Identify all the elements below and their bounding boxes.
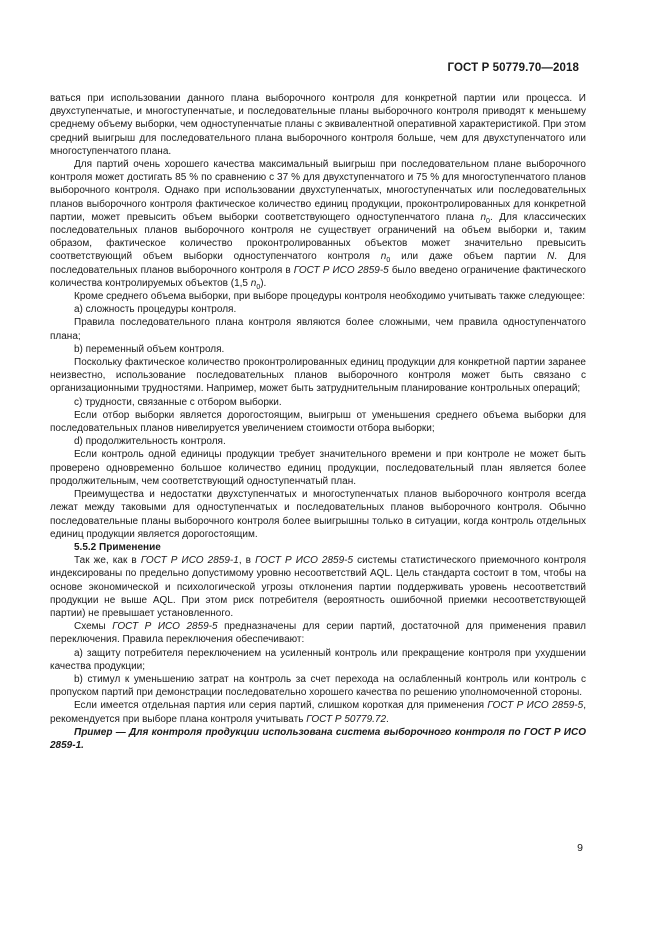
paragraph [50, 303, 586, 316]
section-heading [50, 541, 586, 554]
text-run: n [380, 251, 387, 263]
text-run: a) сложность процедуры контроля. [74, 304, 237, 316]
text-run: было введено ограничение фактического количества контролируемых объектов (1,5 [50, 264, 586, 289]
text-run: , рекомендуется при выборе плана контроля учитывать [50, 700, 586, 725]
text-run: ). [260, 277, 267, 289]
text-run: Если имеется отдельная партия или серия партий, слишком короткая для применения [74, 700, 488, 712]
text-run: . [386, 713, 389, 725]
text-run: Схемы [74, 621, 113, 633]
text-run: . Для последовательных планов выборочного контроля в [50, 251, 586, 276]
text-run: a) защиту потребителя переключением на усиленный контроль или прекращение контроля при ухудшении качества продукции; [50, 647, 586, 672]
paragraph [50, 343, 586, 356]
text-run: . Для классических последовательных планов выборочного контроля не существует ограничений на объем выборки и, таким образом, фактическое количество проконтролированных объектов может значительно превысить соответствующий объем выборки одноступенчатого контроля [50, 211, 586, 263]
paragraph [50, 673, 586, 699]
text-run: Правила последовательного плана контроля являются более сложными, чем правила одноступенчатого плана; [50, 317, 586, 342]
text-run: 5.5.2 Применение [74, 541, 161, 553]
text-run: ГОСТ Р ИСО 2859-5 [487, 700, 584, 712]
document-body [50, 92, 586, 752]
text-run: n [480, 211, 487, 223]
text-run: ГОСТ Р ИСО 2859-5 [255, 555, 354, 567]
text-run: Если контроль одной единицы продукции требует значительного времени и при контроле не может быть проверено одновременно большое количество единиц продукции, последовательный план является более продолжительным, чем соответствующий одноступенчатый план. [50, 449, 586, 487]
paragraph [50, 435, 586, 448]
text-run: 0 [256, 283, 261, 291]
text-run: d) продолжительность контроля. [74, 436, 226, 448]
text-run: Пример — Для контроля продукции использована система выборочного контроля по ГОСТ Р ИСО 2859-1. [50, 726, 586, 751]
text-run: N [547, 251, 555, 263]
text-run: Для партий очень хорошего качества максимальный выигрыш при последовательном плане выборочного контроля может достигать 85 % по сравнению с 37 % для двухступенчатого и 75 % для многоступенчатого планов выборочного контроля. Однако при использовании двухступенчатых, многоступенчатых или последовательных планов выборочного контроля фактическое количество единиц продукции, проконтролированных для конкретной партии, может превысить объем выборки соответствующего одноступенчатого плана [50, 159, 586, 223]
text-run: Поскольку фактическое количество проконтролированных единиц продукции для конкретной партии заранее неизвестно, использование последовательных планов выборочного контроля может быть связано с организационными трудностями. Например, может быть затруднительным планирование контрольных операций; [50, 357, 586, 395]
text-run: n [250, 277, 257, 289]
text-run: c) трудности, связанные с отбором выборки. [74, 396, 282, 408]
paragraph [50, 699, 586, 725]
text-run: 0 [486, 217, 490, 225]
text-run: ГОСТ Р ИСО 2859-5 [112, 621, 218, 633]
paragraph [50, 620, 586, 646]
paragraph [50, 158, 586, 290]
text-run: Так же, как в [74, 555, 141, 567]
text-run: предназначены для серии партий, достаточной для применения правил переключения. Правила переключения обеспечивают: [50, 621, 586, 646]
paragraph [50, 554, 586, 620]
paragraph [50, 488, 586, 541]
text-run: Кроме среднего объема выборки, при выборе процедуры контроля необходимо учитывать также следующее: [74, 291, 586, 303]
text-run: ГОСТ Р 50779.72 [306, 713, 387, 725]
paragraph [50, 647, 586, 673]
standard-header: ГОСТ Р 50779.70—2018 [447, 62, 579, 74]
text-run: ваться при использовании данного плана выборочного контроля для конкретной партии или процесса. И двухступенчатые, и многоступенчатые, и последовательные планы выборочного контроля приводят к меньшему среднему объему выборки, чем одноступенчатые планы с эквивалентной оперативной характеристикой. При этом средний выигрыш для последовательного плана выборочного контроля больше, чем для двухступенчатого или многоступенчатого плана. [50, 93, 586, 157]
text-run: Преимущества и недостатки двухступенчатых и многоступенчатых планов выборочного контроля всегда лежат между таковыми для одноступенчатых и последовательных планов выборочного контроля. Обычно последовательные планы выборочного контроля более выигрышны только в ситуации, когда контроль отдельных единиц продукции является дорогостоящим. [50, 489, 586, 540]
text-run: , в [238, 555, 256, 567]
paragraph [50, 356, 586, 396]
text-run: b) переменный объем контроля. [74, 343, 225, 355]
text-run: ГОСТ Р ИСО 2859-5 [293, 264, 389, 276]
paragraph [50, 396, 586, 409]
text-run: системы статистического приемочного контроля индексированы по предельно допустимому уровню несоответствий AQL. Цель стандарта состоит в том, чтобы на основе экономической и психологической угрозы отклонения партии поддерживать уровень несоответствий продукции не выше AQL. При этом риск потребителя (вероятность ошибочной приемки несоответствующей партии) не превышает установленного. [50, 555, 586, 619]
text-run: или даже объем партии [390, 251, 548, 263]
text-run: Если отбор выборки является дорогостоящим, выигрыш от уменьшения среднего объема выборки для последовательных планов нивелируется увеличением стоимости отбора выборки; [50, 409, 586, 435]
paragraph [50, 316, 586, 342]
page-number: 9 [577, 842, 583, 854]
text-run: 0 [386, 257, 391, 265]
paragraph [50, 448, 586, 488]
paragraph [50, 290, 586, 303]
paragraph [50, 409, 586, 435]
paragraph [50, 92, 586, 158]
text-run: ГОСТ Р ИСО 2859-1 [140, 555, 239, 567]
text-run: b) стимул к уменьшению затрат на контроль за счет перехода на ослабленный контроль или контроль с пропуском партий при демонстрации последовательно хорошего качества по решению уполномоченной стороны. [50, 673, 586, 699]
example-paragraph [50, 726, 586, 752]
